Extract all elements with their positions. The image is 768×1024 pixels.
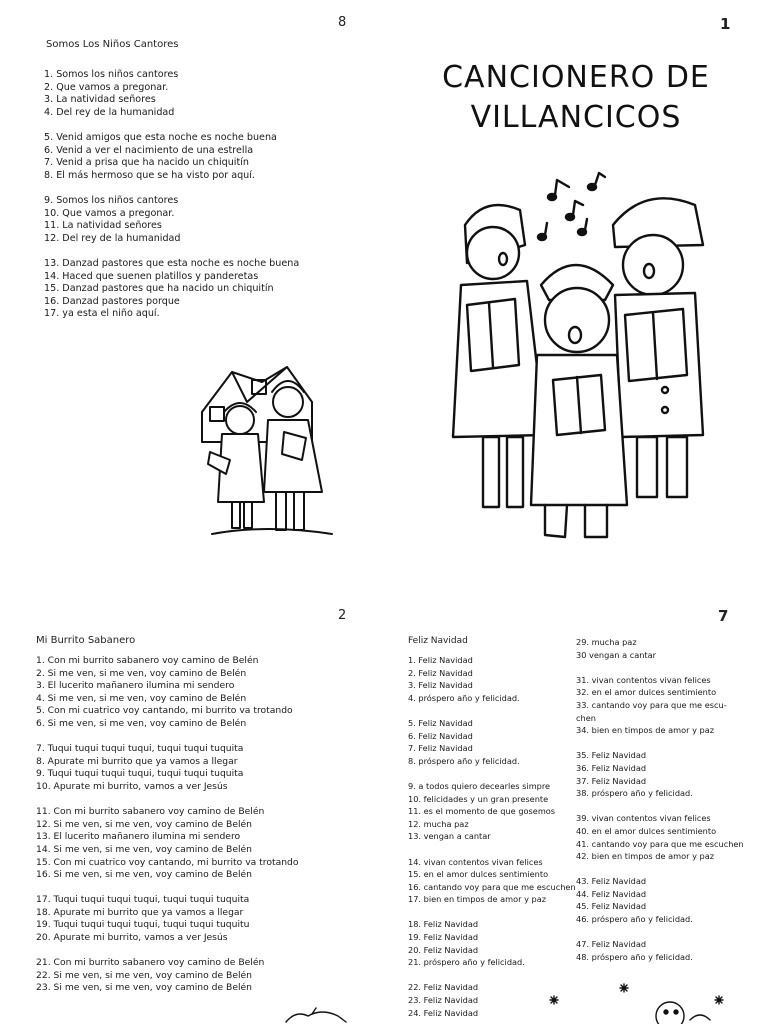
feliz-line: 8. próspero año y felicidad. [408,755,520,766]
feliz-line: 43. Feliz Navidad [576,876,647,887]
ninos-line: 8. El más hermoso que se ha visto por aquí. [44,169,255,181]
feliz-line: 21. próspero año y felicidad. [408,957,525,968]
burrito-line: 12. Si me ven, si me ven, voy camino de Belén [36,818,253,830]
feliz-line: 3. Feliz Navidad [408,680,473,691]
feliz-line: 10. felicidades y un gran presente [408,793,549,804]
ninos-line: 5. Venid amigos que esta noche es noche buena [44,131,277,143]
ninos-line: 7. Venid a prisa que ha nacido un chiquitín [44,157,249,169]
burrito-line: 1. Con mi burrito sabanero voy camino de Belén [36,655,259,666]
song-lyrics-feliz-col1 [408,654,576,1019]
feliz-line: 48. próspero año y felicidad. [576,951,693,962]
burrito-line: 21. Con mi burrito sabanero voy camino de Belén [36,957,265,969]
feliz-line: 30 vengan a cantar [576,649,657,660]
cover-title [416,58,736,138]
feliz-line: 17. bien en timpos de amor y paz [408,894,547,905]
feliz-line: 19. Feliz Navidad [408,932,479,943]
children-singing-house-icon [192,352,342,547]
ninos-line: 6. Venid a ver el nacimiento de una estrella [44,144,254,156]
feliz-line: 20. Feliz Navidad [408,944,479,955]
feliz-line: 37. Feliz Navidad [576,775,647,786]
burrito-line: 11. Con mi burrito sabanero voy camino de Belén [36,806,265,818]
feliz-line: 14. vivan contentos vivan felices [408,856,543,867]
donkey-sketch-icon [282,1008,352,1024]
feliz-line: chen [576,712,596,723]
feliz-line: 22. Feliz Navidad [408,982,479,993]
feliz-line: 42. bien en timpos de amor y paz [576,851,715,862]
feliz-line: 29. mucha paz [576,637,637,647]
song-title-ninos: Somos Los Niños Cantores [46,39,179,50]
burrito-line: 15. Con mi cuatrico voy cantando, mi burrito va trotando [36,856,299,868]
burrito-line: 20. Apurate mi burrito, vamos a ver Jesús [36,932,228,944]
ninos-line: 11. La natividad señores [44,220,162,232]
song-title-feliz: Feliz Navidad [408,636,468,646]
feliz-line: 33. cantando voy para que me escu- [576,699,727,710]
feliz-line: 2. Feliz Navidad [408,667,473,678]
cover-title-line1: CANCIONERO DE [442,60,710,95]
ninos-line: 12. Del rey de la humanidad [44,232,181,244]
feliz-line: 16. cantando voy para que me escuchen [408,881,576,892]
feliz-line: 1. Feliz Navidad [408,655,473,665]
burrito-line: 16. Si me ven, si me ven, voy camino de Belén [36,869,253,881]
song-title-burrito: Mi Burrito Sabanero [36,635,136,646]
burrito-line: 9. Tuqui tuqui tuqui tuqui, tuqui tuqui tuquita [36,768,244,780]
burrito-line: 2. Si me ven, si me ven, voy camino de Belén [36,667,247,679]
ninos-line: 4. Del rey de la humanidad [44,106,175,118]
feliz-line: 40. en el amor dulces sentimiento [576,825,717,836]
feliz-line: 44. Feliz Navidad [576,888,647,899]
feliz-line: 41. cantando voy para que me escuchen [576,838,744,849]
feliz-line: 18. Feliz Navidad [408,919,479,930]
song-lyrics-feliz-col2 [576,636,744,963]
carolers-illustration-icon [445,175,720,560]
feliz-line: 46. próspero año y felicidad. [576,914,693,925]
ninos-line: 17. ya esta el niño aquí. [44,308,160,320]
song-lyrics-ninos [44,69,299,321]
burrito-line: 8. Apurate mi burrito que ya vamos a llegar [36,755,238,767]
feliz-line: 6. Feliz Navidad [408,730,473,741]
burrito-line: 14. Si me ven, si me ven, voy camino de Belén [36,843,253,855]
page-number-7: 7 [718,607,729,625]
burrito-line: 23. Si me ven, si me ven, voy camino de Belén [36,982,253,994]
feliz-line: 11. es el momento de que gosemos [408,806,556,817]
feliz-line: 7. Feliz Navidad [408,743,473,754]
feliz-line: 38. próspero año y felicidad. [576,788,693,799]
song-lyrics-burrito [36,655,299,995]
burrito-line: 5. Con mi cuatrico voy cantando, mi burrito va trotando [36,705,293,717]
feliz-line: 35. Feliz Navidad [576,750,647,761]
burrito-line: 4. Si me ven, si me ven, voy camino de Belén [36,692,247,704]
feliz-line: 5. Feliz Navidad [408,717,473,728]
feliz-line: 12. mucha paz [408,818,469,829]
feliz-line: 4. próspero año y felicidad. [408,692,520,703]
burrito-line: 10. Apurate mi burrito, vamos a ver Jesús [36,780,228,792]
ninos-line: 13. Danzad pastores que esta noche es noche buena [44,257,300,269]
burrito-line: 18. Apurate mi burrito que ya vamos a llegar [36,906,244,918]
ninos-line: 2. Que vamos a pregonar. [44,81,169,93]
feliz-line: 31. vivan contentos vivan felices [576,674,711,685]
burrito-line: 17. Tuqui tuqui tuqui tuqui, tuqui tuqui tuquita [36,894,250,906]
page-number-1: 1 [720,15,731,33]
feliz-line: 23. Feliz Navidad [408,995,479,1006]
feliz-line: 39. vivan contentos vivan felices [576,813,711,824]
feliz-line: 36. Feliz Navidad [576,762,647,773]
ninos-line: 15. Danzad pastores que ha nacido un chiquitín [44,283,274,295]
feliz-line: 45. Feliz Navidad [576,901,647,912]
ninos-line: 10. Que vamos a pregonar. [44,207,175,219]
feliz-line: 32. en el amor dulces sentimiento [576,687,717,698]
feliz-line: 47. Feliz Navidad [576,939,647,950]
feliz-line: 15. en el amor dulces sentimiento [408,869,549,880]
page-number-8: 8 [338,15,347,30]
feliz-line: 24. Feliz Navidad [408,1007,479,1018]
burrito-line: 3. El lucerito mañanero ilumina mi sendero [36,680,235,692]
feliz-line: 34. bien en timpos de amor y paz [576,725,715,736]
page-number-2: 2 [338,608,347,623]
ninos-line: 3. La natividad señores [44,94,156,106]
ninos-line: 9. Somos los niños cantores [44,194,179,206]
ninos-line: 16. Danzad pastores porque [44,295,180,307]
ninos-line: 14. Haced que suenen platillos y panderetas [44,270,259,282]
ninos-line: 1. Somos los niños cantores [44,69,179,80]
burrito-line: 22. Si me ven, si me ven, voy camino de Belén [36,969,253,981]
cover-title-line2: VILLANCICOS [470,100,682,135]
burrito-line: 7. Tuqui tuqui tuqui tuqui, tuqui tuqui tuquita [36,743,244,755]
feliz-line: 9. a todos quiero decearles simpre [408,780,551,791]
burrito-line: 6. Si me ven, si me ven, voy camino de Belén [36,717,247,729]
snowman-snowflakes-icon [540,980,740,1024]
feliz-line: 13. vengan a cantar [408,831,491,842]
burrito-line: 19. Tuqui tuqui tuqui tuqui, tuqui tuqui tuquitu [36,919,250,931]
burrito-line: 13. El lucerito mañanero ilumina mi sendero [36,831,241,843]
